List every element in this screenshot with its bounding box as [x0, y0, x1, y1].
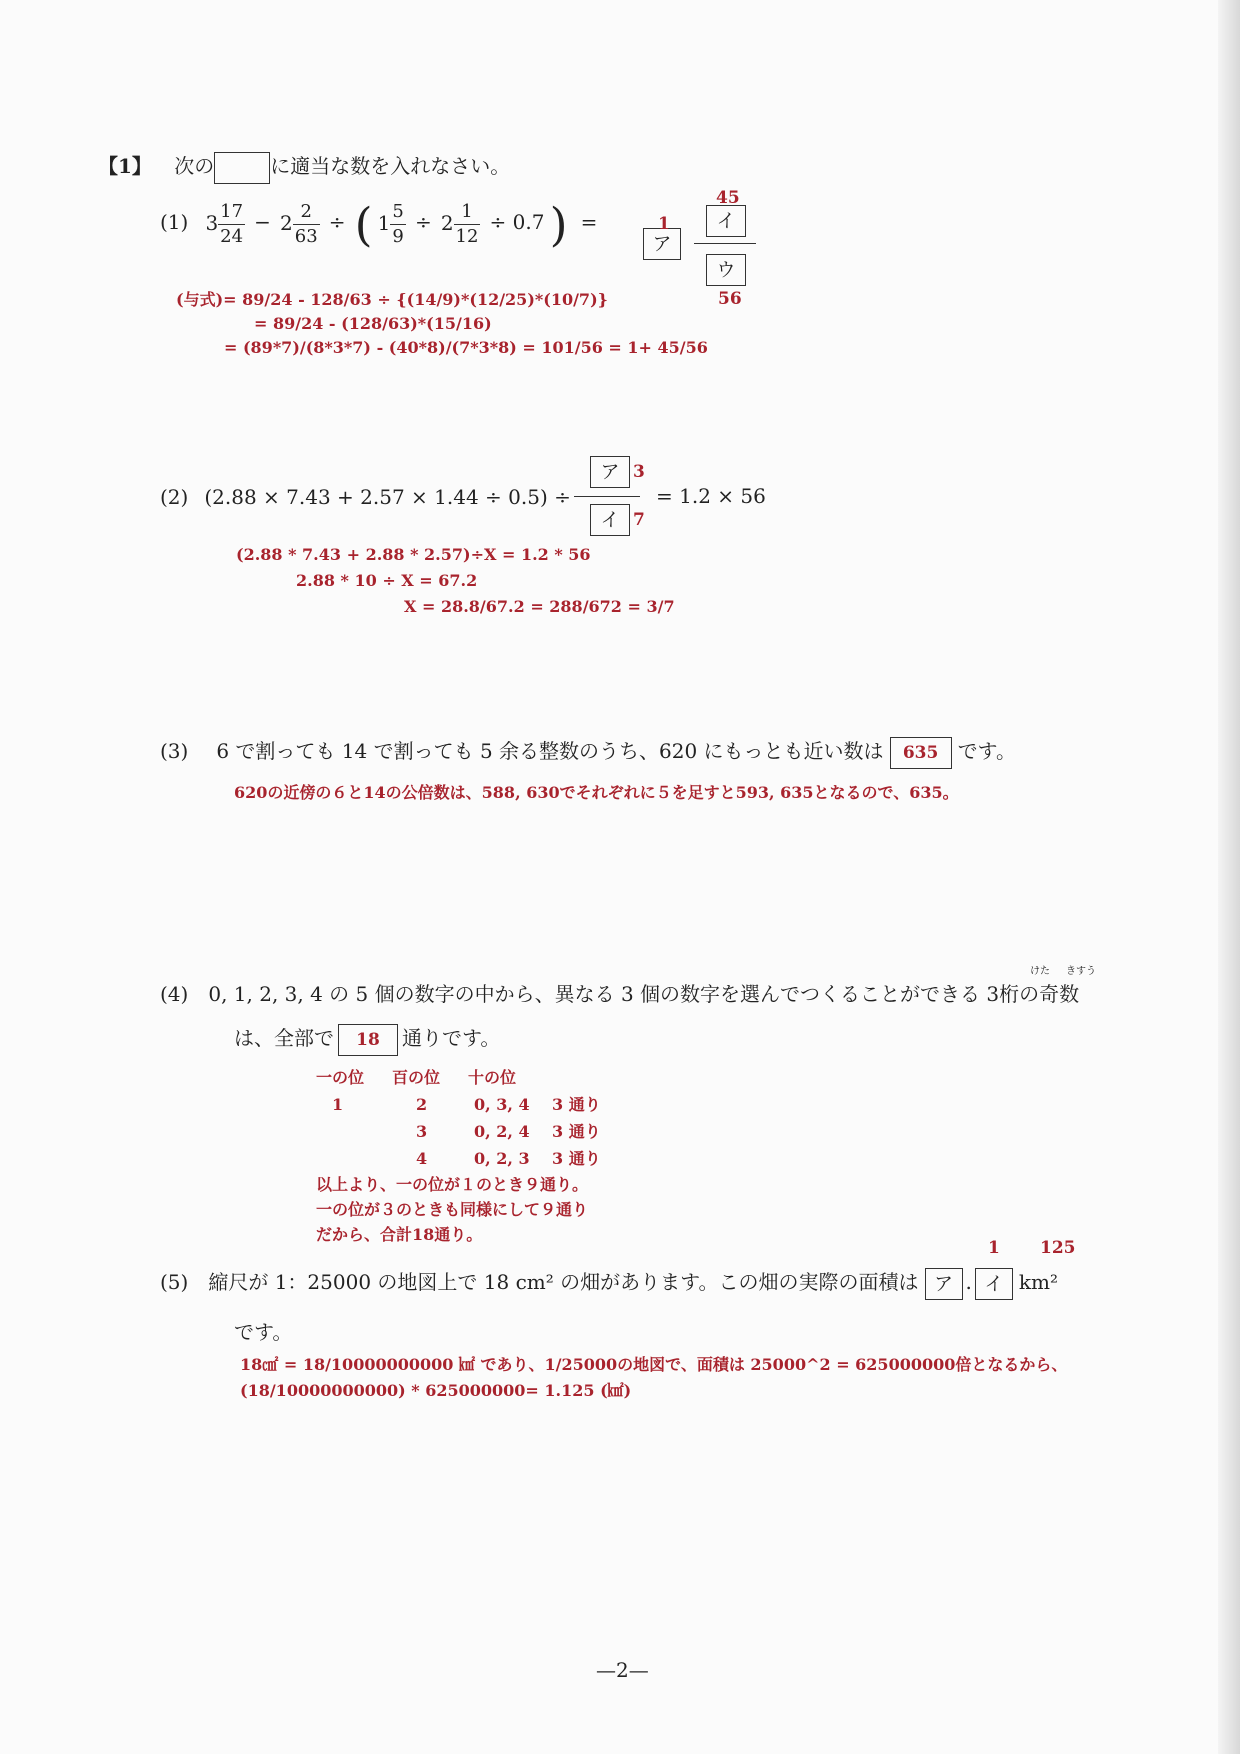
q1-work-line: (与式)= 89/24 - 128/63 ÷ {(14/9)*(12/25)*(10/7)} [176, 290, 608, 309]
q3-problem [160, 735, 1016, 769]
page-number: —2— [596, 1658, 649, 1682]
q5-line2: です。 [234, 1320, 293, 1344]
q1-box-i: イ [706, 205, 746, 237]
q4-work-header [316, 1064, 615, 1091]
q5-work [240, 1352, 1067, 1404]
q4-col-tens: 十の位 [468, 1068, 517, 1087]
q2-box-a: ア [590, 456, 630, 488]
q5-answer-a: 1 [988, 1238, 1000, 1258]
q1-problem [160, 197, 605, 280]
q1-answer-u: 56 [718, 289, 742, 309]
q1-work-line: = (89*7)/(8*3*7) - (40*8)/(7*3*8) = 101/56 = 1+ 45/56 [224, 338, 708, 357]
q2-answer-i: 7 [633, 510, 645, 530]
scan-edge-shadow [1218, 0, 1240, 1754]
q4-problem-line2 [234, 1022, 500, 1056]
q5-problem [160, 1266, 1058, 1300]
q4-no: の [1019, 982, 1040, 1006]
table-row: 4 0, 2, 3 3 通り [416, 1149, 601, 1168]
q1-equals: = [580, 210, 598, 234]
q3-text: 6 で割っても 14 で割っても 5 余る整数のうち、620 にもっとも近い数は [216, 739, 884, 763]
q4-work-line: 以上より、一の位が１のとき９通り。 [316, 1175, 589, 1194]
q2-work-line: X = 28.8/67.2 = 288/672 = 3/7 [404, 597, 675, 616]
instruction-pre: 次の [174, 154, 215, 178]
q5-work-line: 18㎠ = 18/10000000000 ㎢ であり、1/25000の地図で、面積は 25000^2 = 625000000倍となるから、 [240, 1355, 1068, 1374]
q2-work [236, 542, 675, 620]
q4-work [316, 1064, 615, 1247]
q1-box-u: ウ [706, 254, 746, 286]
q5-box-a: ア [925, 1268, 963, 1300]
q1-term-a: 3 $\frac{17}{24}$ [205, 201, 244, 247]
q4-text-line1: 0, 1, 2, 3, 4 の 5 個の数字の中から、異なる 3 個の数字を選んでつくることができる 3 [208, 982, 1000, 1006]
q4-answer-box: 18 [338, 1024, 398, 1056]
q4-work-line: だから、合計18通り。 [316, 1225, 483, 1244]
blank-box-example [214, 152, 270, 184]
q3-work: 620の近傍の６と14の公倍数は、588, 630でそれぞれに５を足すと593, 635となるので、635。 [234, 783, 959, 802]
q1-label: (1) [160, 210, 189, 234]
q4-keta: 桁 [999, 982, 1020, 1006]
q5-dot: . [965, 1270, 972, 1294]
q1-term-d: 2 $\frac{1}{12}$ [440, 201, 479, 247]
q3-text-post: です。 [957, 739, 1016, 763]
section-marker: 【1】 [98, 154, 152, 178]
q4-kisuu: 奇数 [1039, 982, 1080, 1006]
q4-ruby-kisuu: きすう [1066, 966, 1096, 977]
q5-unit: km² [1018, 1270, 1058, 1294]
q1-lparen: ( [354, 197, 373, 252]
q2-answer-a: 3 [633, 462, 645, 482]
q4-col-ones: 一の位 [316, 1068, 365, 1087]
q1-div2: ÷ [414, 210, 432, 234]
q5-answer-i: 125 [1040, 1238, 1076, 1258]
q2-work-line: (2.88 * 7.43 + 2.88 * 2.57)÷X = 1.2 * 56 [236, 545, 591, 564]
q4-ruby-keta: けた [1030, 966, 1050, 977]
section-heading [98, 150, 510, 184]
q5-label: (5) [160, 1270, 189, 1294]
q2-expression: (2.88 × 7.43 + 2.57 × 1.44 ÷ 0.5) ÷ [204, 485, 571, 509]
q2-fraction-bar [574, 496, 640, 497]
q1-work-line: = 89/24 - (128/63)*(15/16) [254, 314, 492, 333]
q1-term-c: 1 $\frac{5}{9}$ [377, 201, 404, 247]
q1-answer-a: 1 [658, 214, 670, 234]
q4-label: (4) [160, 982, 189, 1006]
q1-answer-i: 45 [716, 188, 740, 208]
q4-col-count [552, 1064, 615, 1091]
q2-box-i: イ [590, 504, 630, 536]
q1-box-a: ア [643, 228, 681, 260]
q1-tail: ÷ 0.7 [489, 210, 545, 234]
q4-work-line: 一の位が３のときも同様にして９通り [316, 1200, 589, 1219]
q1-rparen: ) [549, 197, 568, 252]
q3-label: (3) [160, 739, 189, 763]
q2-rhs: = 1.2 × 56 [656, 484, 766, 508]
q5-box-i: イ [975, 1268, 1013, 1300]
q4-text-post: 通りです。 [402, 1026, 501, 1050]
q3-answer-box: 635 [890, 737, 952, 769]
q2-problem [160, 485, 571, 509]
q1-work [176, 288, 708, 360]
instruction-post: に適当な数を入れなさい。 [270, 154, 511, 178]
table-row: 1 2 0, 3, 4 3 通り [332, 1095, 601, 1114]
q4-work-table [316, 1064, 615, 1172]
q2-work-line: 2.88 * 10 ÷ X = 67.2 [296, 571, 478, 590]
q5-text: 縮尺が 1：25000 の地図上で 18 cm² の畑があります。この畑の実際の面積は [208, 1270, 919, 1294]
table-row: 3 0, 2, 4 3 通り [416, 1122, 601, 1141]
q1-fraction-bar [694, 243, 756, 244]
q5-work-line: (18/10000000000) * 625000000= 1.125 (㎢) [240, 1381, 632, 1400]
q2-label: (2) [160, 485, 189, 509]
q1-minus: − [254, 210, 271, 234]
q4-problem-line1 [160, 978, 1079, 1007]
q1-term-b: 2 $\frac{2}{63}$ [280, 201, 318, 247]
q4-text-line2: は、全部で [234, 1026, 334, 1050]
q4-col-hundreds: 百の位 [392, 1068, 441, 1087]
q1-div1: ÷ [328, 210, 346, 234]
